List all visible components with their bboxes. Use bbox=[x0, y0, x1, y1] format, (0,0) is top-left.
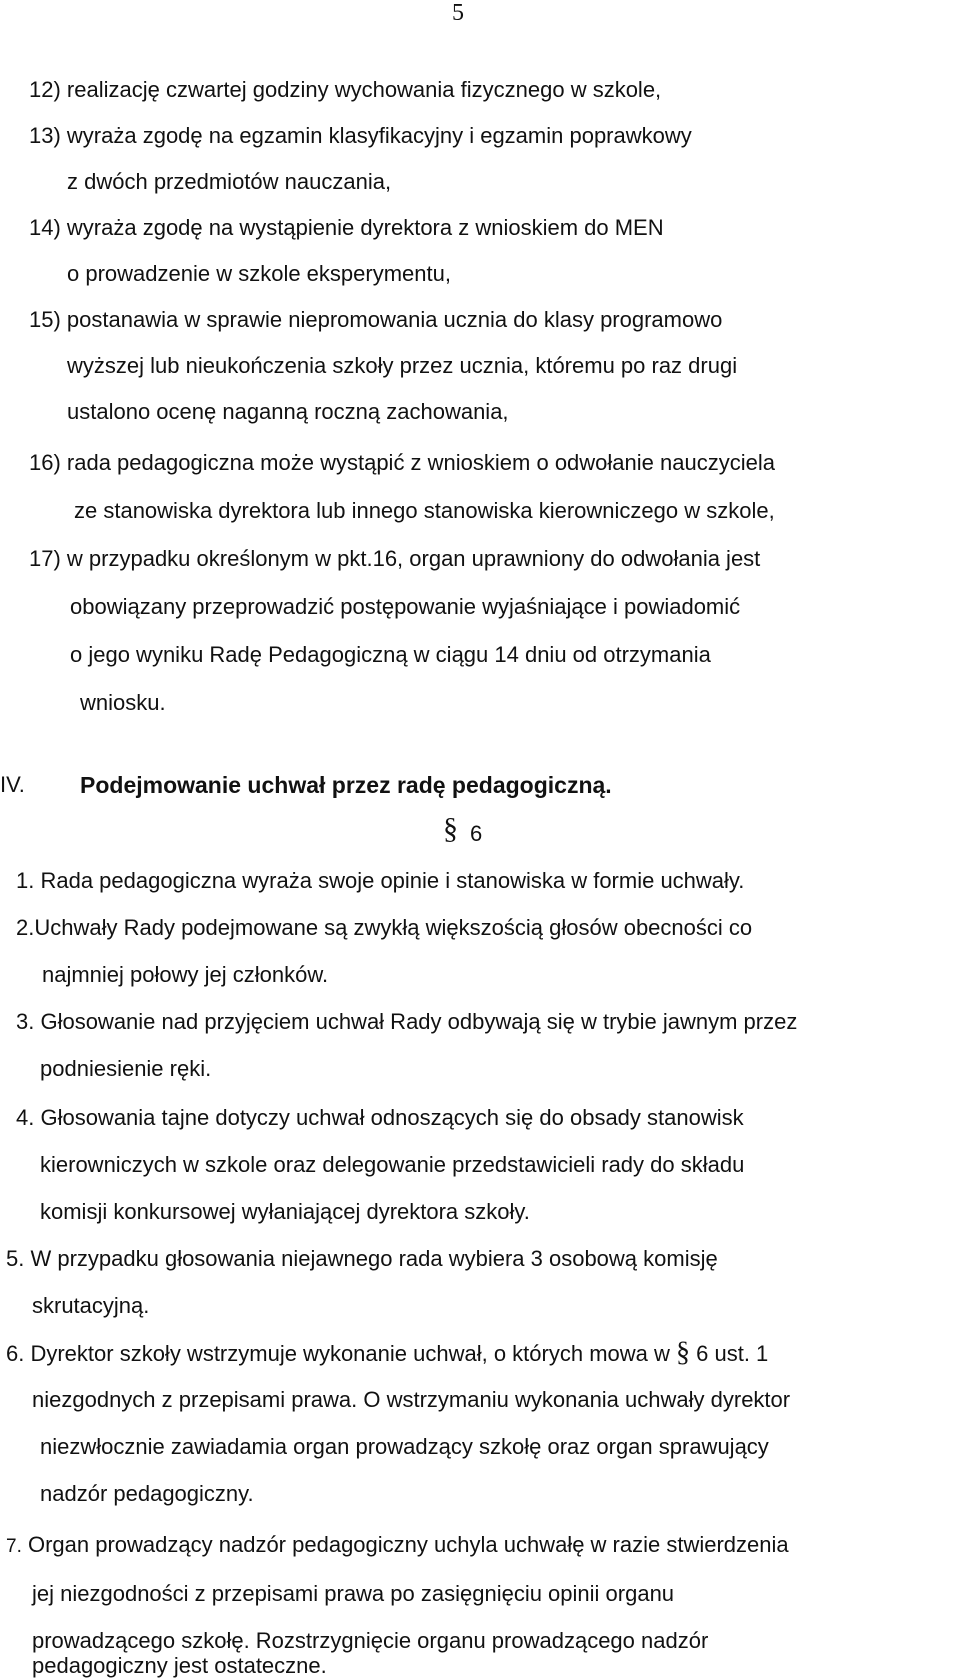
list-item: kierowniczych w szkole oraz delegowanie przedstawicieli rady do składu bbox=[40, 1152, 745, 1177]
list-item: 3. Głosowanie nad przyjęciem uchwał Rady odbywają się w trybie jawnym przez bbox=[16, 1009, 798, 1034]
list-item: 4. Głosowania tajne dotyczy uchwał odnoszących się do obsady stanowisk bbox=[16, 1105, 744, 1130]
list-item: wyższej lub nieukończenia szkoły przez ucznia, któremu po raz drugi bbox=[67, 353, 738, 378]
list-item: skrutacyjną. bbox=[32, 1293, 150, 1318]
list-item: komisji konkursowej wyłaniającej dyrektora szkoły. bbox=[40, 1199, 530, 1224]
list-item-number: 7. bbox=[6, 1536, 22, 1557]
list-item bbox=[6, 1339, 768, 1368]
list-item: ustalono ocenę naganną roczną zachowania, bbox=[67, 399, 509, 424]
list-item: podniesienie ręki. bbox=[40, 1056, 212, 1081]
list-item: niezwłocznie zawiadamia organ prowadzący szkołę oraz organ sprawujący bbox=[40, 1434, 769, 1459]
paragraph-symbol: § bbox=[676, 1337, 691, 1368]
list-item: wniosku. bbox=[80, 690, 166, 715]
list-item: 2.Uchwały Rady podejmowane są zwykłą większością głosów obecności co bbox=[16, 915, 753, 940]
list-item: nadzór pedagogiczny. bbox=[40, 1481, 254, 1506]
list-item: 17) w przypadku określonym w pkt.16, organ uprawniony do odwołania jest bbox=[29, 546, 761, 571]
list-item: jej niezgodności z przepisami prawa po zasięgnięciu opinii organu bbox=[32, 1581, 675, 1606]
page-number: 5 bbox=[452, 0, 464, 26]
paragraph-symbol: § bbox=[443, 812, 458, 845]
list-item: 1. Rada pedagogiczna wyraża swoje opinie i stanowiska w formie uchwały. bbox=[16, 868, 745, 893]
section-number: IV. bbox=[0, 772, 25, 797]
list-item: obowiązany przeprowadzić postępowanie wyjaśniające i powiadomić bbox=[70, 594, 741, 619]
list-item: 12) realizację czwartej godziny wychowania fizycznego w szkole, bbox=[29, 77, 662, 102]
list-item bbox=[6, 1531, 789, 1561]
list-item: prowadzącego szkołę. Rozstrzygnięcie organu prowadzącego nadzór bbox=[32, 1628, 709, 1653]
list-item: pedagogiczny jest ostateczne. bbox=[32, 1653, 327, 1678]
list-item: 15) postanawia w sprawie niepromowania ucznia do klasy programowo bbox=[29, 307, 723, 332]
list-item-text: 6 ust. 1 bbox=[696, 1341, 769, 1366]
list-item: niezgodnych z przepisami prawa. O wstrzymaniu wykonania uchwały dyrektor bbox=[32, 1387, 791, 1412]
list-item-text: 6. Dyrektor szkoły wstrzymuje wykonanie uchwał, o których mowa w bbox=[6, 1341, 670, 1366]
list-item: 14) wyraża zgodę na wystąpienie dyrektora z wnioskiem do MEN bbox=[29, 215, 664, 240]
list-item: 13) wyraża zgodę na egzamin klasyfikacyjny i egzamin poprawkowy bbox=[29, 123, 692, 148]
list-item-text: Organ prowadzący nadzór pedagogiczny uchyla uchwałę w razie stwierdzenia bbox=[27, 1532, 789, 1557]
list-item: z dwóch przedmiotów nauczania, bbox=[67, 169, 392, 194]
list-item: najmniej połowy jej członków. bbox=[42, 962, 329, 987]
list-item: ze stanowiska dyrektora lub innego stanowiska kierowniczego w szkole, bbox=[74, 498, 775, 523]
list-item: 5. W przypadku głosowania niejawnego rada wybiera 3 osobową komisję bbox=[6, 1246, 718, 1271]
list-item: o jego wyniku Radę Pedagogiczną w ciągu 14 dniu od otrzymania bbox=[70, 642, 711, 667]
list-item: 16) rada pedagogiczna może wystąpić z wnioskiem o odwołanie nauczyciela bbox=[29, 450, 775, 475]
list-item: o prowadzenie w szkole eksperymentu, bbox=[67, 261, 451, 286]
paragraph-number: 6 bbox=[470, 821, 483, 846]
section-title: Podejmowanie uchwał przez radę pedagogiczną. bbox=[80, 772, 612, 798]
